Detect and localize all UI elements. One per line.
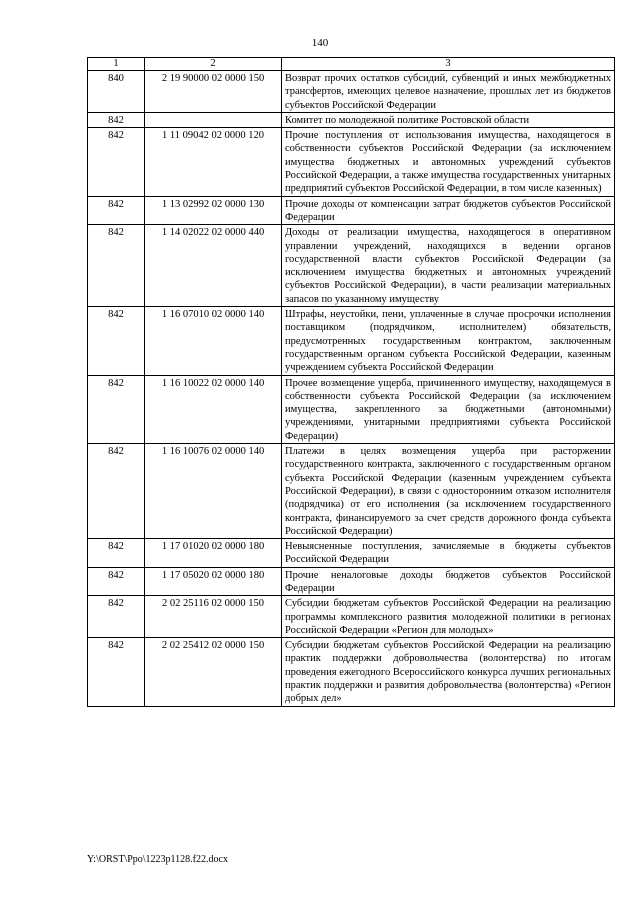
table-row — [88, 71, 615, 113]
description-cell: Прочие поступления от использования имущества, находящегося в собственности субъектов Российской Федерации (за исключением имущества бюджетных и автономных учреждений субъектов Российской Федерации, а также имущества государственных унитарных предприятий субъектов Российской Федерации, в том числе казенных) — [282, 128, 615, 196]
description-cell: Прочие доходы от компенсации затрат бюджетов субъектов Российской Федерации — [282, 196, 615, 225]
description-cell: Прочие неналоговые доходы бюджетов субъектов Российской Федерации — [282, 567, 615, 596]
description-cell: Платежи в целях возмещения ущерба при расторжении государственного контракта, заключенного с государственным органом субъекта Российской Федерации (казенным учреждением субъекта Российской Федерации), в связи с односторонним отказом исполнителя (подрядчика) от его исполнения (за исключением государственного контракта, финансируемого за счет средств дорожного фонда субъекта Российской Федерации) — [282, 444, 615, 539]
admin-code-cell: 842 — [88, 539, 145, 568]
admin-code-cell: 842 — [88, 638, 145, 706]
description-cell: Субсидии бюджетам субъектов Российской Федерации на реализацию практик поддержки добровольчества (волонтерства) по итогам проведения ежегодного Всероссийского конкурса лучших региональных практик поддержки и развития добровольчества (волонтерства) «Регион добрых дел» — [282, 638, 615, 706]
budget-code-cell: 1 11 09042 02 0000 120 — [145, 128, 282, 196]
description-cell: Прочее возмещение ущерба, причиненного имуществу, находящемуся в собственности субъекта Российской Федерации (за исключением имущества, закрепленного за бюджетными (автономными) учреждениями, унитарными предприятиями субъекта Российской Федерации) — [282, 375, 615, 443]
admin-code-cell: 842 — [88, 112, 145, 127]
description-cell: Штрафы, неустойки, пени, уплаченные в случае просрочки исполнения поставщиком (подрядчиком, исполнителем) обязательств, предусмотренных государственным контрактом, заключенным государственным органом субъекта Российской Федерации, казенным учреждением субъекта Российской Федерации — [282, 307, 615, 375]
admin-code-cell: 842 — [88, 567, 145, 596]
table-row — [88, 375, 615, 443]
table-header-row — [88, 58, 615, 71]
budget-code-cell: 2 19 90000 02 0000 150 — [145, 71, 282, 113]
budget-code-cell: 1 17 05020 02 0000 180 — [145, 567, 282, 596]
budget-code-cell: 1 16 10022 02 0000 140 — [145, 375, 282, 443]
description-cell: Доходы от реализации имущества, находящегося в оперативном управлении учреждений, находящихся в ведении органов государственной власти субъектов Российской Федерации (за исключением имущества бюджетных и автономных учреждений субъектов Российской Федерации), в части реализации материальных запасов по указанному имуществу — [282, 225, 615, 307]
admin-code-cell: 842 — [88, 225, 145, 307]
table-row — [88, 596, 615, 638]
revenue-codes-table — [87, 57, 615, 707]
column-header-1: 1 — [88, 58, 145, 71]
table-row — [88, 307, 615, 375]
admin-code-cell: 842 — [88, 307, 145, 375]
table-row — [88, 444, 615, 539]
admin-code-cell: 842 — [88, 196, 145, 225]
admin-code-cell: 842 — [88, 375, 145, 443]
column-header-2: 2 — [145, 58, 282, 71]
budget-code-cell: 1 16 07010 02 0000 140 — [145, 307, 282, 375]
budget-code-cell: 1 17 01020 02 0000 180 — [145, 539, 282, 568]
table-row — [88, 638, 615, 706]
page-number: 140 — [311, 37, 329, 49]
table-row — [88, 567, 615, 596]
table-row — [88, 196, 615, 225]
description-cell: Комитет по молодежной политике Ростовской области — [282, 112, 615, 127]
budget-code-cell: 1 14 02022 02 0000 440 — [145, 225, 282, 307]
budget-code-cell: 1 16 10076 02 0000 140 — [145, 444, 282, 539]
budget-code-cell: 1 13 02992 02 0000 130 — [145, 196, 282, 225]
description-cell: Возврат прочих остатков субсидий, субвенций и иных межбюджетных трансфертов, имеющих целевое назначение, прошлых лет из бюджетов субъектов Российской Федерации — [282, 71, 615, 113]
column-header-3: 3 — [282, 58, 615, 71]
budget-code-cell — [145, 112, 282, 127]
description-cell: Субсидии бюджетам субъектов Российской Федерации на реализацию программы комплексного развития молодежной политики в регионах Российской Федерации «Регион для молодых» — [282, 596, 615, 638]
budget-code-cell: 2 02 25412 02 0000 150 — [145, 638, 282, 706]
file-path-footer: Y:\ORST\Ppo\1223p1128.f22.docx — [87, 854, 228, 865]
description-cell: Невыясненные поступления, зачисляемые в бюджеты субъектов Российской Федерации — [282, 539, 615, 568]
table-row — [88, 225, 615, 307]
admin-code-cell: 842 — [88, 596, 145, 638]
budget-code-cell: 2 02 25116 02 0000 150 — [145, 596, 282, 638]
table-row — [88, 112, 615, 127]
table-row — [88, 128, 615, 196]
table-row — [88, 539, 615, 568]
admin-code-cell: 842 — [88, 444, 145, 539]
admin-code-cell: 842 — [88, 128, 145, 196]
admin-code-cell: 840 — [88, 71, 145, 113]
